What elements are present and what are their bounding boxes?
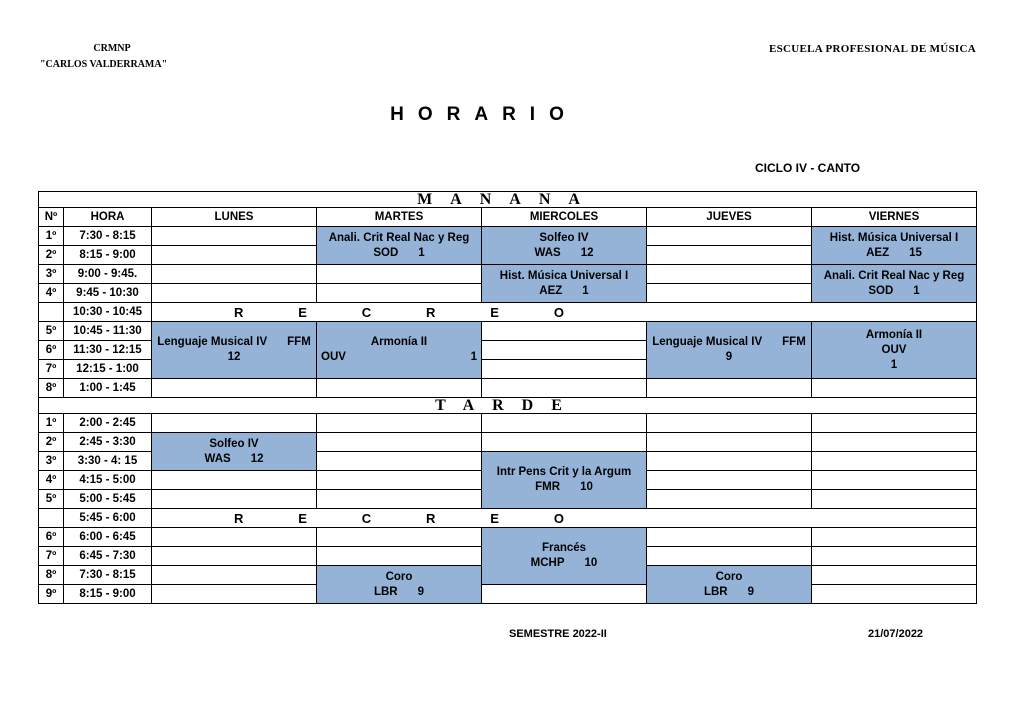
empty-cell — [152, 284, 317, 303]
course-name: Armonía II — [370, 336, 428, 348]
recess-letter: E — [298, 304, 307, 320]
period-number: 8º — [39, 379, 64, 398]
empty-cell — [317, 265, 482, 284]
empty-cell — [152, 265, 317, 284]
column-header: Nº — [39, 208, 64, 227]
course-teacher: WAS — [534, 246, 561, 259]
empty-cell — [482, 341, 647, 360]
period-number: 1º — [39, 414, 64, 433]
course-room: 1 — [582, 284, 589, 297]
empty-cell — [647, 284, 812, 303]
empty-cell — [317, 414, 482, 433]
schedule-row — [39, 528, 977, 547]
empty-cell — [152, 566, 317, 585]
empty-cell — [152, 585, 317, 604]
column-header: LUNES — [152, 208, 317, 227]
period-time: 8:15 - 9:00 — [64, 246, 152, 265]
course-teacher: AEZ — [539, 284, 563, 297]
recess-letter: O — [553, 304, 564, 320]
period-time: 7:30 - 8:15 — [64, 566, 152, 585]
schedule-row — [39, 509, 977, 528]
empty-cell — [647, 471, 812, 490]
period-time: 12:15 - 1:00 — [64, 360, 152, 379]
recess-letter: O — [553, 510, 564, 526]
course-name: Armonía II — [865, 328, 923, 341]
empty-cell — [152, 246, 317, 265]
empty-cell — [812, 414, 977, 433]
schedule-row — [39, 322, 977, 341]
empty-cell — [647, 547, 812, 566]
period-number: 6º — [39, 528, 64, 547]
course-cell — [482, 452, 647, 509]
period-time: 7:30 - 8:15 — [64, 227, 152, 246]
course-cell — [812, 322, 977, 379]
column-header: HORA — [64, 208, 152, 227]
empty-cell — [152, 379, 317, 398]
schedule-row — [39, 585, 977, 604]
period-number: 7º — [39, 547, 64, 566]
course-name: Solfeo IV — [209, 437, 259, 450]
empty-cell — [317, 490, 482, 509]
empty-cell — [152, 414, 317, 433]
period-number: 5º — [39, 490, 64, 509]
course-room: 1 — [890, 358, 898, 371]
empty-cell — [647, 227, 812, 246]
recess-letter: E — [298, 510, 307, 526]
empty-cell — [812, 452, 977, 471]
morning-row — [39, 192, 977, 208]
period-number: 5º — [39, 322, 64, 341]
course-room: 1 — [913, 284, 920, 297]
empty-cell — [317, 379, 482, 398]
period-time: 1:00 - 1:45 — [64, 379, 152, 398]
empty-cell — [482, 379, 647, 398]
schedule-row — [39, 227, 977, 246]
course-teacher: OUV — [881, 343, 907, 356]
period-number: 3º — [39, 265, 64, 284]
course-name: Anali. Crit Real Nac y Reg — [823, 269, 965, 282]
course-cell — [647, 566, 812, 604]
recess-letter: C — [361, 510, 372, 526]
afternoon-row — [39, 398, 977, 414]
recess-label — [152, 303, 977, 322]
empty-cell — [647, 265, 812, 284]
empty-cell — [317, 284, 482, 303]
course-teacher: LBR — [373, 585, 398, 598]
empty-cell — [482, 360, 647, 379]
course-name: Coro — [385, 570, 413, 583]
course-cell — [152, 433, 317, 471]
course-room: 1 — [418, 246, 425, 259]
period-number — [39, 303, 64, 322]
empty-cell — [482, 322, 647, 341]
recess-letter: E — [490, 510, 499, 526]
empty-cell — [647, 452, 812, 471]
empty-cell — [647, 490, 812, 509]
course-room: 10 — [584, 557, 598, 569]
period-time: 3:30 - 4: 15 — [64, 452, 152, 471]
period-number: 6º — [39, 341, 64, 360]
period-time: 9:00 - 9:45. — [64, 265, 152, 284]
course-cell — [317, 322, 482, 379]
recess-label — [152, 509, 977, 528]
afternoon-band: TARDE — [39, 398, 977, 414]
schedule-row — [39, 414, 977, 433]
course-teacher: SOD — [868, 284, 894, 297]
course-room: 12 — [250, 452, 264, 465]
date-label: 21/07/2022 — [868, 628, 924, 640]
recess-letter: C — [361, 304, 372, 320]
period-time: 6:45 - 7:30 — [64, 547, 152, 566]
course-teacher: FFM — [287, 336, 311, 348]
empty-cell — [482, 414, 647, 433]
empty-cell — [812, 528, 977, 547]
course-cell — [647, 322, 812, 379]
period-time: 10:45 - 11:30 — [64, 322, 152, 341]
schedule-row — [39, 265, 977, 284]
empty-cell — [812, 566, 977, 585]
course-name: Hist. Música Universal I — [829, 231, 959, 244]
cycle-label: CICLO IV - CANTO — [755, 161, 861, 175]
period-number: 9º — [39, 585, 64, 604]
recess-letter: R — [234, 510, 244, 526]
course-teacher: AEZ — [866, 246, 890, 259]
course-name: Anali. Crit Real Nac y Reg — [328, 231, 470, 244]
course-cell — [812, 227, 977, 265]
schedule-row — [39, 433, 977, 452]
recess-letter: R — [234, 304, 244, 320]
course-teacher: SOD — [373, 246, 399, 259]
course-room: 10 — [580, 481, 593, 493]
empty-cell — [317, 528, 482, 547]
empty-cell — [317, 452, 482, 471]
course-room: 9 — [725, 351, 733, 363]
column-header: VIERNES — [812, 208, 977, 227]
empty-cell — [812, 585, 977, 604]
empty-cell — [152, 227, 317, 246]
course-teacher: FMR — [535, 481, 561, 493]
school-name: ESCUELA PROFESIONAL DE MÚSICA — [768, 43, 976, 55]
recess-letter: R — [426, 510, 436, 526]
course-cell — [317, 227, 482, 265]
period-number: 2º — [39, 246, 64, 265]
page-title: HORARIO — [390, 104, 578, 125]
course-name: Lenguaje Musical IV — [157, 336, 268, 348]
empty-cell — [647, 433, 812, 452]
morning-band: MANANA — [39, 192, 977, 208]
empty-cell — [152, 490, 317, 509]
empty-cell — [152, 547, 317, 566]
period-number: 1º — [39, 227, 64, 246]
empty-cell — [812, 471, 977, 490]
schedule-row — [39, 379, 977, 398]
period-time: 11:30 - 12:15 — [64, 341, 152, 360]
period-time: 5:00 - 5:45 — [64, 490, 152, 509]
recess-letters — [234, 305, 564, 320]
period-time: 2:00 - 2:45 — [64, 414, 152, 433]
semester-label: SEMESTRE 2022-II — [509, 628, 607, 640]
period-time: 8:15 - 9:00 — [64, 585, 152, 604]
period-time: 4:15 - 5:00 — [64, 471, 152, 490]
course-cell — [482, 265, 647, 303]
institution-name: "CARLOS VALDERRAMA" — [40, 59, 168, 70]
course-teacher: FFM — [782, 336, 806, 348]
period-number: 7º — [39, 360, 64, 379]
course-cell — [812, 265, 977, 303]
institution-acronym: CRMNP — [93, 43, 131, 54]
course-teacher: WAS — [204, 452, 231, 465]
course-name: Francés — [541, 542, 587, 554]
empty-cell — [317, 433, 482, 452]
course-name: Solfeo IV — [539, 231, 589, 244]
recess-letters — [234, 511, 564, 526]
recess-letter: R — [426, 304, 436, 320]
course-room: 1 — [470, 351, 477, 363]
course-name: Hist. Música Universal I — [499, 269, 629, 282]
course-cell — [317, 566, 482, 604]
course-room: 9 — [417, 585, 425, 598]
empty-cell — [317, 471, 482, 490]
empty-cell — [647, 414, 812, 433]
period-time: 6:00 - 6:45 — [64, 528, 152, 547]
empty-cell — [812, 433, 977, 452]
course-cell — [152, 322, 317, 379]
empty-cell — [647, 528, 812, 547]
schedule-row — [39, 303, 977, 322]
period-number: 2º — [39, 433, 64, 452]
empty-cell — [812, 547, 977, 566]
empty-cell — [482, 433, 647, 452]
course-teacher: LBR — [703, 585, 728, 598]
column-header: MARTES — [317, 208, 482, 227]
empty-cell — [152, 471, 317, 490]
period-time: 10:30 - 10:45 — [64, 303, 152, 322]
course-name: Intr Pens Crit y la Argum — [496, 466, 632, 478]
empty-cell — [647, 246, 812, 265]
course-room: 15 — [909, 246, 922, 259]
column-header: MIERCOLES — [482, 208, 647, 227]
course-name: Lenguaje Musical IV — [652, 336, 763, 348]
schedule-table — [38, 191, 977, 604]
course-room: 9 — [747, 585, 755, 598]
course-room: 12 — [227, 351, 241, 363]
period-number: 3º — [39, 452, 64, 471]
empty-cell — [317, 547, 482, 566]
period-number: 4º — [39, 471, 64, 490]
course-teacher: OUV — [321, 351, 346, 363]
empty-cell — [812, 490, 977, 509]
empty-cell — [812, 379, 977, 398]
course-cell — [482, 227, 647, 265]
column-header: JUEVES — [647, 208, 812, 227]
empty-cell — [482, 585, 647, 604]
period-number: 4º — [39, 284, 64, 303]
course-cell — [482, 528, 647, 585]
recess-letter: E — [490, 304, 499, 320]
course-room: 12 — [580, 246, 594, 259]
empty-cell — [647, 379, 812, 398]
empty-cell — [152, 528, 317, 547]
period-time: 2:45 - 3:30 — [64, 433, 152, 452]
period-number — [39, 509, 64, 528]
course-name: Coro — [715, 570, 743, 583]
period-time: 9:45 - 10:30 — [64, 284, 152, 303]
column-header-row — [39, 208, 977, 227]
course-teacher: MCHP — [530, 557, 565, 569]
period-time: 5:45 - 6:00 — [64, 509, 152, 528]
period-number: 8º — [39, 566, 64, 585]
